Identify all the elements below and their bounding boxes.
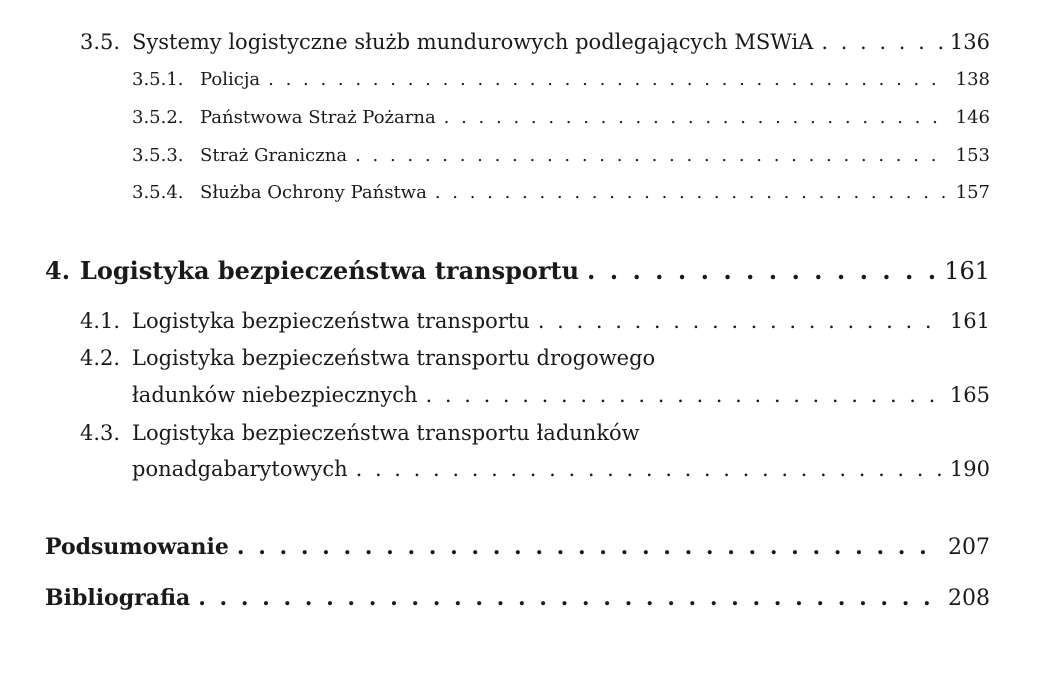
toc-entry-3-5 [0,30,990,54]
dot-leader [538,309,944,333]
toc-summary-page: 207 [948,535,990,560]
dot-leader [268,69,950,90]
toc-entry-page: 165 [949,383,990,407]
toc-entry-number: 3.5. [80,30,121,54]
toc-entry-number: 3.5.2. [132,107,184,128]
dot-leader [355,145,950,166]
toc-entry-title: Państwowa Straż Pożarna [200,107,436,128]
toc-entry-3-5-4 [0,182,990,203]
toc-entry-page: 161 [949,309,990,333]
toc-entry-title: Służba Ochrony Państwa [200,182,427,203]
toc-bibliography [0,585,990,611]
toc-entry-title-continuation: ponadgabarytowych [132,457,348,481]
toc-chapter-page: 161 [944,257,990,285]
toc-entry-4-2 [0,346,990,370]
toc-entry-title-continuation: ładunków niebezpiecznych [132,383,418,407]
toc-entry-page: 146 [955,107,990,128]
toc-entry-number: 3.5.1. [132,69,184,90]
toc-entry-page: 190 [949,457,990,481]
dot-leader [444,107,950,128]
dot-leader [821,30,944,54]
toc-entry-number: 4.3. [80,421,121,445]
dot-leader [198,585,942,611]
toc-summary [0,534,990,560]
toc-entry-4-2-continuation [0,383,990,407]
toc-bibliography-title: Bibliografia [45,585,191,611]
toc-bibliography-page: 208 [948,586,990,611]
dot-leader [426,383,944,407]
toc-entry-page: 157 [955,182,990,203]
toc-entry-3-5-1 [0,69,990,90]
toc-entry-title: Systemy logistyczne służb mundurowych podlegających MSWiA [132,30,814,54]
toc-entry-4-3 [0,421,990,445]
toc-entry-page: 138 [955,69,990,90]
toc-entry-title: Policja [200,69,261,90]
toc-entry-3-5-3 [0,145,990,166]
toc-entry-title: Logistyka bezpieczeństwa transportu [132,309,530,333]
toc-entry-4-1 [0,309,990,333]
toc-entry-title: Logistyka bezpieczeństwa transportu drogowego [132,346,656,370]
toc-entry-3-5-2 [0,107,990,128]
toc-entry-page: 153 [955,145,990,166]
toc-entry-title: Straż Graniczna [200,145,348,166]
toc-entry-number: 4.1. [80,309,121,333]
toc-entry-page: 136 [949,30,990,54]
toc-entry-number: 3.5.4. [132,182,184,203]
dot-leader [356,457,944,481]
toc-chapter-number: 4. [45,256,71,285]
dot-leader [237,534,942,560]
toc-chapter-4 [0,256,990,285]
toc-chapter-title: Logistyka bezpieczeństwa transportu [80,256,580,285]
toc-entry-number: 3.5.3. [132,145,184,166]
toc-entry-title: Logistyka bezpieczeństwa transportu ładunków [132,421,640,445]
toc-entry-number: 4.2. [80,346,121,370]
dot-leader [435,182,950,203]
toc-summary-title: Podsumowanie [45,534,229,560]
dot-leader [587,256,938,285]
toc-entry-4-3-continuation [0,457,990,481]
